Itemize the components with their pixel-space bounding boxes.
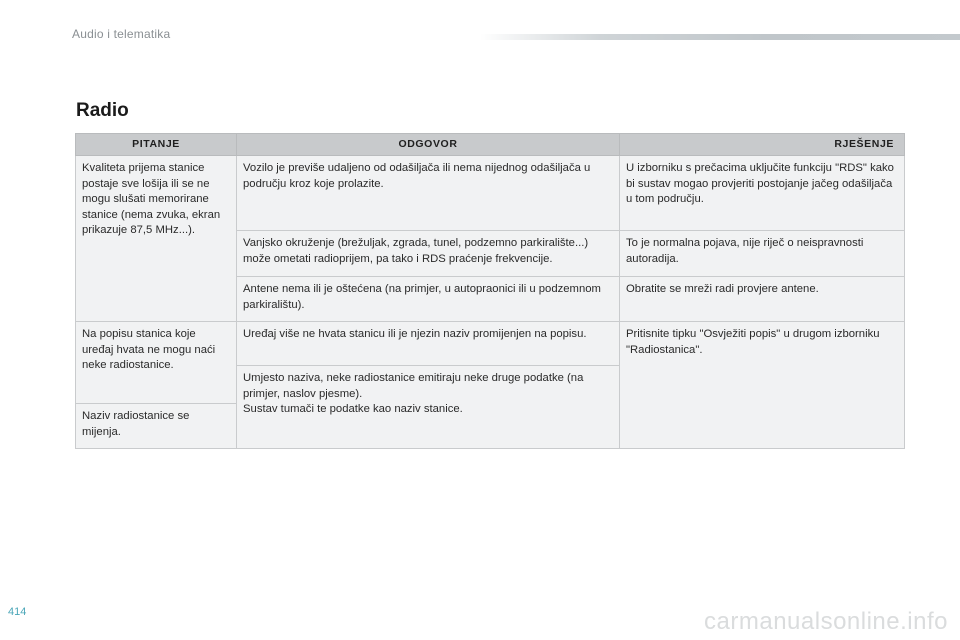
table-row bbox=[76, 156, 905, 231]
question-cell: Naziv radiostanice se mijenja. bbox=[76, 404, 237, 449]
answer-cell: Uređaj više ne hvata stanicu ili je njezin naziv promijenjen na popisu. bbox=[237, 322, 620, 366]
header-answer: ODGOVOR bbox=[237, 134, 620, 156]
header-solution: RJEŠENJE bbox=[620, 134, 905, 156]
question-cell: Kvaliteta prijema stanice postaje sve lošija ili se ne mogu slušati memorirane stanice (nema zvuka, ekran prikazuje 87,5 MHz...). bbox=[76, 156, 237, 322]
watermark: carmanualsonline.info bbox=[704, 608, 948, 635]
header-decorative-bar bbox=[480, 34, 960, 40]
answer-line: Umjesto naziva, neke radiostanice emitiraju neke druge podatke (na primjer, naslov pjesme). bbox=[243, 372, 584, 400]
header-question: PITANJE bbox=[76, 134, 237, 156]
page-number: 414 bbox=[8, 606, 27, 618]
table-row bbox=[76, 322, 905, 366]
solution-cell: Pritisnite tipku "Osvježiti popis" u drugom izborniku "Radiostanica". bbox=[620, 322, 905, 449]
answer-cell: Antene nema ili je oštećena (na primjer, u autopraonici ili u podzemnom parkiralištu). bbox=[237, 277, 620, 322]
question-cell: Na popisu stanica koje uređaj hvata ne mogu naći neke radiostanice. bbox=[76, 322, 237, 404]
chapter-title: Audio i telematika bbox=[72, 27, 171, 41]
solution-cell: Obratite se mreži radi provjere antene. bbox=[620, 277, 905, 322]
section-title: Radio bbox=[76, 100, 129, 121]
answer-cell bbox=[237, 366, 620, 449]
troubleshooting-table bbox=[75, 133, 905, 449]
answer-cell: Vozilo je previše udaljeno od odašiljača ili nema nijednog odašiljača u području kroz koje prolazite. bbox=[237, 156, 620, 231]
solution-cell: To je normalna pojava, nije riječ o neispravnosti autoradija. bbox=[620, 231, 905, 277]
answer-cell: Vanjsko okruženje (brežuljak, zgrada, tunel, podzemno parkiralište...) može ometati radioprijem, pa tako i RDS praćenje frekvencije. bbox=[237, 231, 620, 277]
answer-line: Sustav tumači te podatke kao naziv stanice. bbox=[243, 403, 463, 415]
table-header-row bbox=[76, 134, 905, 156]
solution-cell: U izborniku s prečacima uključite funkciju "RDS" kako bi sustav mogao provjeriti postojanje jačeg odašiljača u tom području. bbox=[620, 156, 905, 231]
